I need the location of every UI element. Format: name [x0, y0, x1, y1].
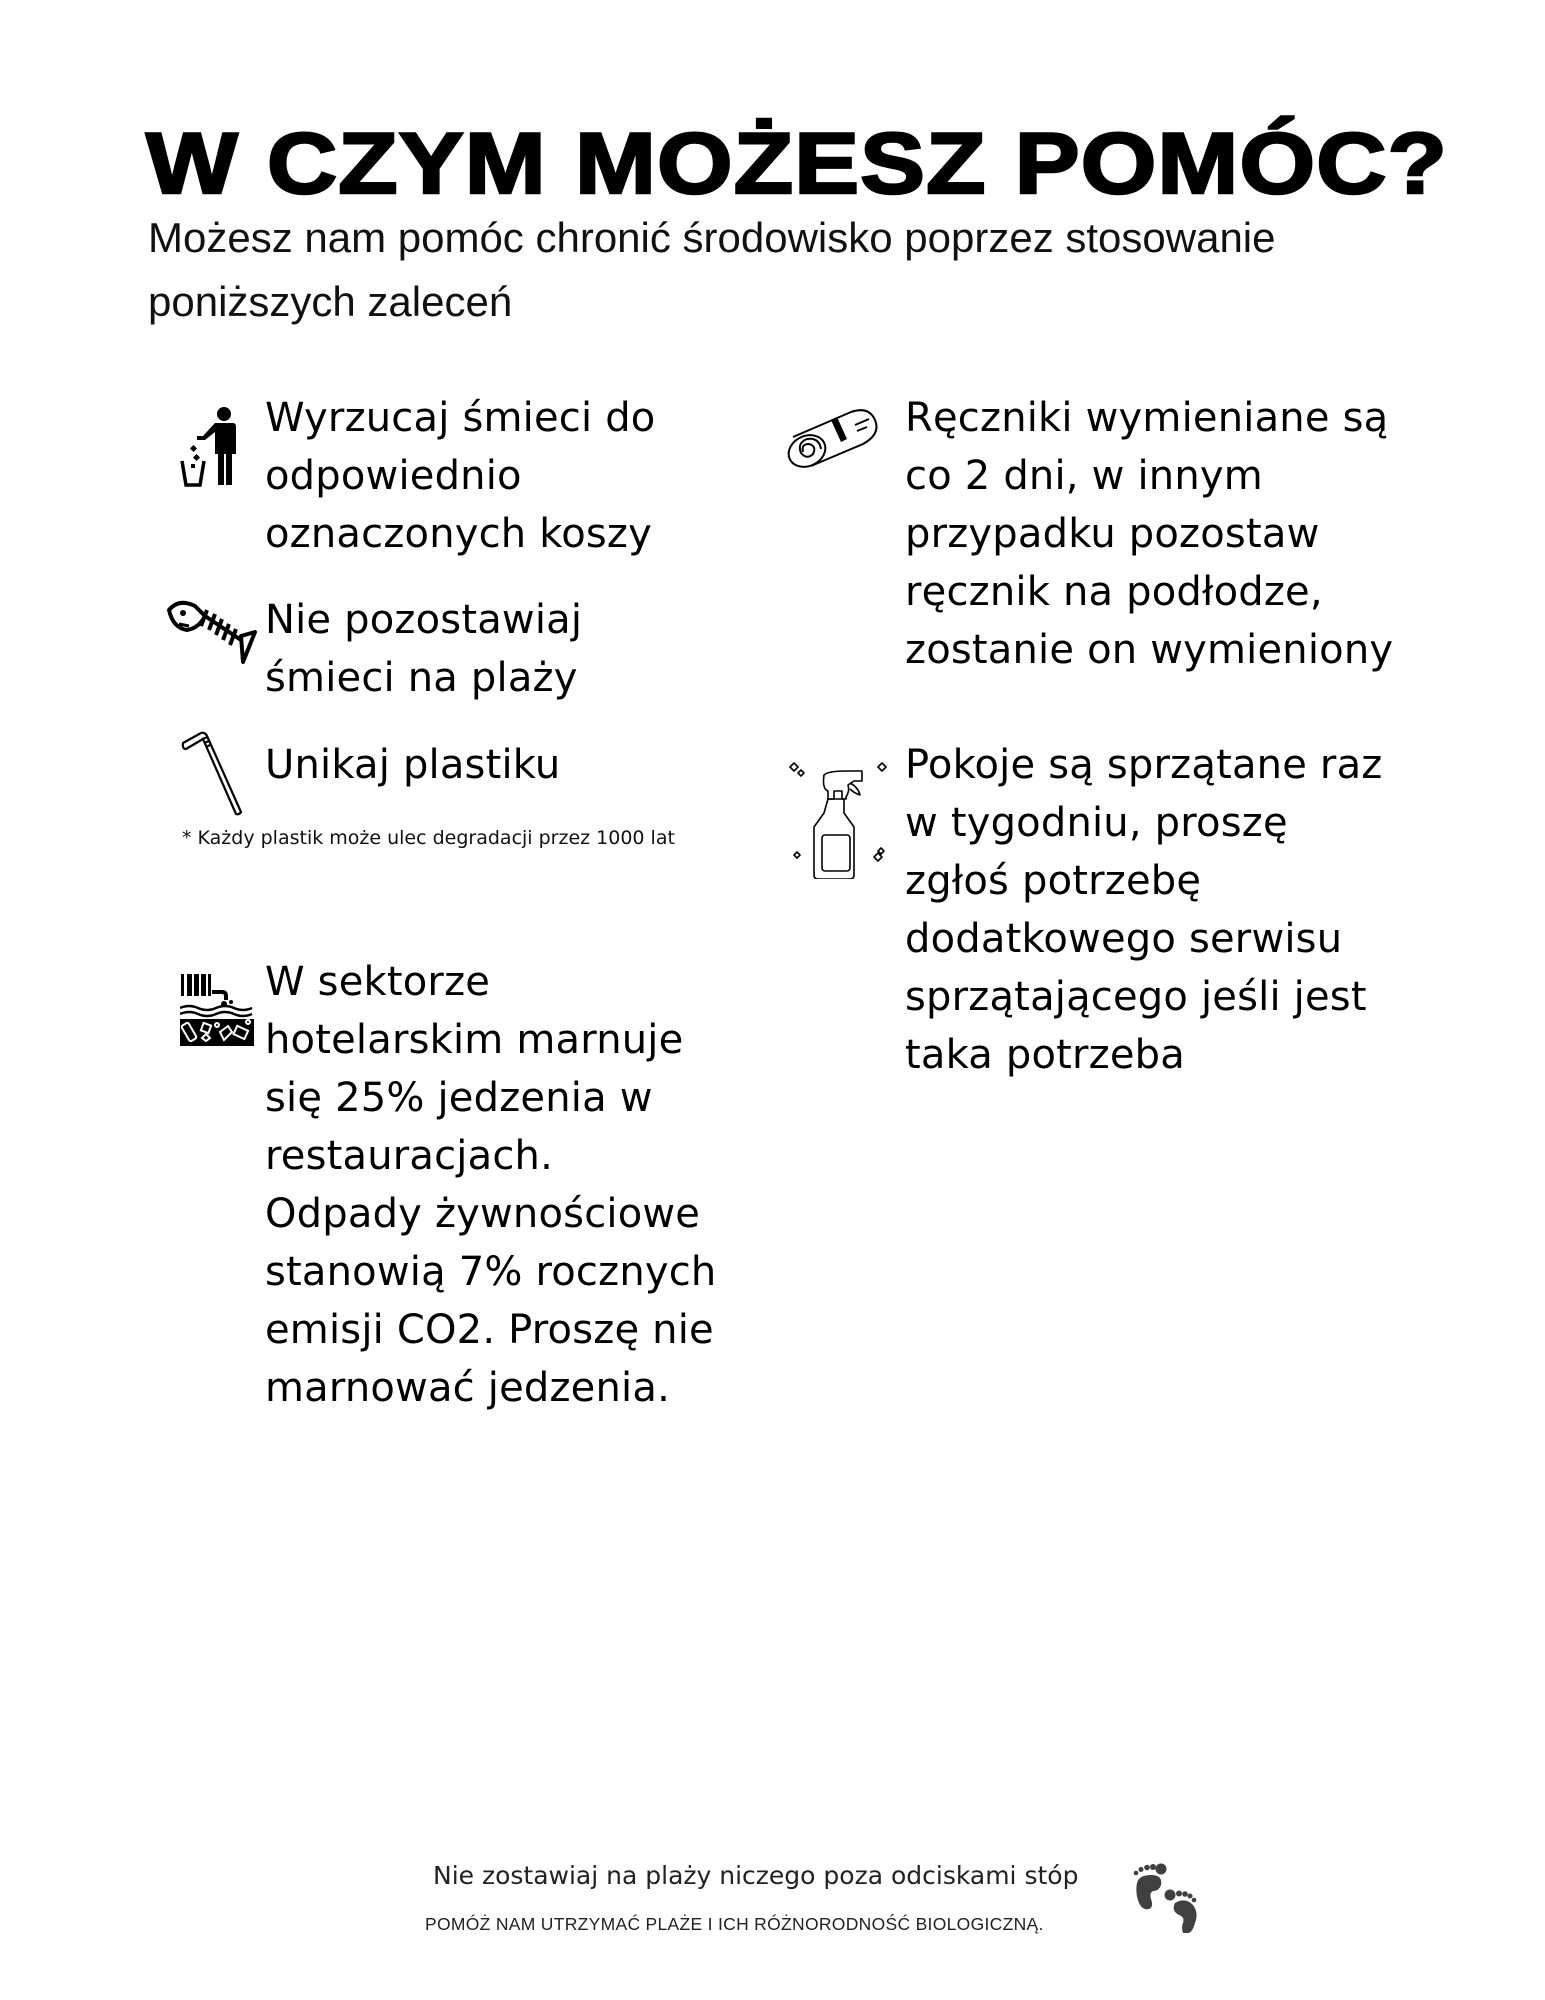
tip-text: Pokoje są sprzątane raz w tygodniu, proszę zgłoś potrzebę dodatkowego serwisu sprzątającego jeśli jest taka potrzeba	[905, 742, 1383, 1078]
water-pollution-icon	[180, 972, 254, 1046]
tip-text: Nie pozostawiaj śmieci na plaży	[265, 597, 583, 701]
plastic-footnote: * Każdy plastik może ulec degradacji przez 1000 lat	[182, 827, 675, 849]
fish-skeleton-icon	[165, 598, 260, 670]
page-subtitle: Możesz nam pomóc chronić środowisko poprzez stosowanie poniższych zaleceń	[148, 214, 1276, 325]
rolled-towel-icon	[785, 405, 881, 469]
tip-text: W sektorze hotelarskim marnuje się 25% jedzenia w restauracjach. Odpady żywnościowe stanowią 7% rocznych emisji CO2. Proszę nie marnować jedzenia.	[265, 959, 717, 1411]
drinking-straw-icon	[180, 730, 246, 818]
footer-message: Nie zostawiaj na plaży niczego poza odciskami stóp	[433, 1861, 1079, 1890]
tip-text: Wyrzucaj śmieci do odpowiednio oznaczonych koszy	[265, 395, 656, 557]
spray-bottle-icon	[782, 757, 892, 879]
tip-text: Unikaj plastiku	[265, 742, 561, 788]
page-title: W CZYM MOŻESZ POMÓC?	[146, 116, 1449, 212]
tip-text: Ręczniki wymieniane są co 2 dni, w innym przypadku pozostaw ręcznik na podłodze, zostanie on wymieniony	[905, 395, 1394, 673]
footer-tagline: POMÓŻ NAM UTRZYMAĆ PLAŻE I ICH RÓŻNORODNOŚĆ BIOLOGICZNĄ.	[425, 1914, 1044, 1934]
litter-bin-person-icon	[180, 405, 240, 487]
footprints-icon	[1133, 1863, 1203, 1933]
